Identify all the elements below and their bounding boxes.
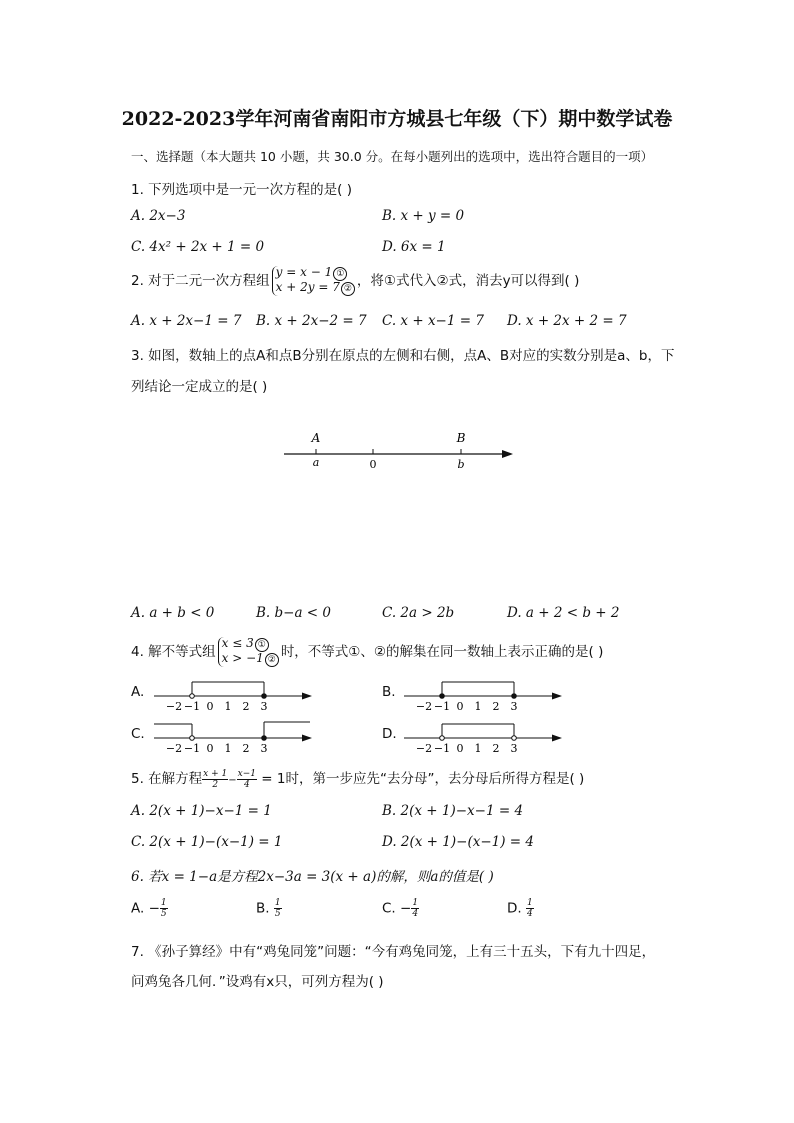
tick-label: 0 [456,700,464,712]
q2-stem-post: ，将①式代入②式，消去y可以得到( ) [356,273,580,289]
q5-option-a: A. 2(x + 1)−x−1 = 1 [131,803,272,819]
q6-option-b-fraction [274,898,282,919]
q2-option-c: C. x + x−1 = 7 [382,313,484,329]
q4-number-line-a [150,672,320,712]
q5-fraction-1 [202,769,228,790]
tick-label: −1 [183,700,201,712]
q6-option-c-denominator: 4 [412,909,419,919]
tick-label: −1 [433,700,451,712]
q3-number-line-figure [280,428,520,476]
axis-arrow [302,735,312,742]
q6-stem: 6. 若x = 1−a是方程2x−3a = 3(x + a)的解，则a的值是( ) [131,869,494,885]
q6-option-b-label: B. [256,900,270,917]
q5-fraction-1-numerator: x + 1 [203,768,228,779]
q4-stem-pre: 4. 解不等式组 [131,644,216,660]
q1-option-c: C. 4x² + 2x + 1 = 0 [131,239,265,255]
closed-dot [262,736,267,741]
q4-option-d-label: D. [382,726,397,742]
tick-label: 2 [242,700,250,712]
q6-option-c-label: C. [382,900,396,917]
tick-label: 3 [510,700,518,712]
open-dot [512,736,517,741]
axis-arrow [552,693,562,700]
axis-arrow [302,693,312,700]
closed-dot [440,694,445,699]
tick-label: 0 [206,742,214,754]
q6-option-c [382,898,419,919]
q2-stem-pre: 2. 对于二元一次方程组 [131,273,270,289]
q2-circle-1: ① [333,267,347,281]
section-heading: 一、选择题（本大题共 10 小题，共 30.0 分。在每小题列出的选项中，选出符合题目的一项） [131,149,654,164]
q5-fraction-2-denominator: 4 [243,779,250,790]
q4-option-a-label: A. [131,684,145,700]
q6-option-c-fraction [411,898,419,919]
q3-option-a: A. a + b < 0 [131,605,215,621]
q7-stem-line2: 问鸡兔各几何．”设鸡有x只，可列方程为( ) [131,974,384,990]
tick-label: 2 [492,700,500,712]
open-dot [190,694,195,699]
closed-dot [512,694,517,699]
q6-option-a-numerator: 1 [160,898,167,908]
q6-option-b-denominator: 5 [274,909,281,919]
q3-option-c: C. 2a > 2b [382,605,455,621]
q3-option-b: B. b−a < 0 [256,605,331,621]
q2-eq2: x + 2y = 7 [275,280,340,294]
q4-ineq1: x ≤ 3 [221,636,254,650]
tick-label: 0 [206,700,214,712]
q6-option-d-numerator: 1 [526,898,533,908]
q6-option-b-numerator: 1 [274,898,281,908]
q5-option-c: C. 2(x + 1)−(x−1) = 1 [131,834,283,850]
q4-option-b-label: B. [382,684,396,700]
q3-tick-label-0: 0 [369,458,377,471]
tick-label: 2 [492,742,500,754]
q4-stem-post: 时，不等式①、②的解集在同一数轴上表示正确的是( ) [280,644,604,660]
q4-number-line-c [150,714,320,754]
axis-arrow [552,735,562,742]
q5-fraction-2 [237,769,257,790]
q6-option-d-fraction [526,898,534,919]
q3-axis-arrow [502,450,513,458]
q2-equation-system [272,266,355,296]
tick-label: −1 [183,742,201,754]
q2-option-b: B. x + 2x−2 = 7 [256,313,367,329]
q6-option-d [507,898,534,919]
tick-label: 3 [510,742,518,754]
q6-option-d-denominator: 4 [526,909,533,919]
tick-label: 1 [224,742,232,754]
q3-point-label-a: A [311,431,321,445]
q2-option-d: D. x + 2x + 2 = 7 [507,313,627,329]
tick-label: −2 [415,742,433,754]
q2-stem [131,266,579,296]
q5-option-b: B. 2(x + 1)−x−1 = 4 [382,803,524,819]
q3-stem-line1: 3. 如图，数轴上的点A和点B分别在原点的左侧和右侧，点A、B对应的实数分别是a、b，下 [131,348,675,364]
q6-option-a-fraction [160,898,168,919]
q4-option-c-label: C. [131,726,145,742]
tick-label: −2 [165,742,183,754]
q6-option-b [256,898,282,919]
tick-label: −2 [165,700,183,712]
q6-option-c-sign: − [400,900,412,917]
q6-option-a-label: A. [131,900,145,917]
q4-stem [131,637,603,667]
q1-option-b: B. x + y = 0 [382,208,465,224]
q2-circle-2: ② [341,282,355,296]
q3-option-d: D. a + 2 < b + 2 [507,605,620,621]
q4-circle-1: ① [255,638,269,652]
tick-label: 2 [242,742,250,754]
closed-dot [262,694,267,699]
q6-option-a [131,898,168,919]
q3-stem-line2: 列结论一定成立的是( ) [131,379,268,395]
q4-number-line-b [400,672,570,712]
tick-label: 3 [260,700,268,712]
q4-circle-2: ② [265,653,279,667]
page-title: 2022-2023学年河南省南阳市方城县七年级（下）期中数学试卷 [121,108,673,130]
q5-minus-sign: − [228,775,237,786]
q5-fraction-1-denominator: 2 [212,779,219,790]
q2-option-a: A. x + 2x−1 = 7 [131,313,242,329]
q3-tick-label-b: b [457,458,465,471]
open-dot [440,736,445,741]
q3-tick-label-a: a [312,456,320,469]
open-dot [190,736,195,741]
q6-option-c-numerator: 1 [412,898,419,908]
q5-option-d: D. 2(x + 1)−(x−1) = 4 [382,834,534,850]
q6-option-a-sign: − [148,900,160,917]
tick-label: 1 [474,700,482,712]
q1-option-d: D. 6x = 1 [382,239,446,255]
q1-stem: 1. 下列选项中是一元一次方程的是( ) [131,182,352,198]
tick-label: 1 [474,742,482,754]
q2-eq1: y = x − 1 [275,265,333,279]
q6-option-a-denominator: 5 [160,909,167,919]
q6-option-d-label: D. [507,900,522,917]
q5-stem-pre: 5. 在解方程 [131,771,203,787]
tick-label: −2 [415,700,433,712]
q5-fraction-2-numerator: x−1 [237,768,256,779]
tick-label: 0 [456,742,464,754]
q3-point-label-b: B [456,431,466,445]
tick-label: 1 [224,700,232,712]
q4-inequality-system [218,637,279,667]
q5-stem [131,767,584,790]
q4-number-line-d [400,714,570,754]
q7-stem-line1: 7. 《孙子算经》中有“鸡兔同笼”问题：“今有鸡兔同笼，上有三十五头，下有九十四足， [131,944,656,960]
tick-label: −1 [433,742,451,754]
q5-stem-post: = 1时，第一步应先“去分母”，去分母后所得方程是( ) [256,771,585,787]
q4-ineq2: x > −1 [221,651,264,665]
q1-option-a: A. 2x−3 [131,208,186,224]
tick-label: 3 [260,742,268,754]
